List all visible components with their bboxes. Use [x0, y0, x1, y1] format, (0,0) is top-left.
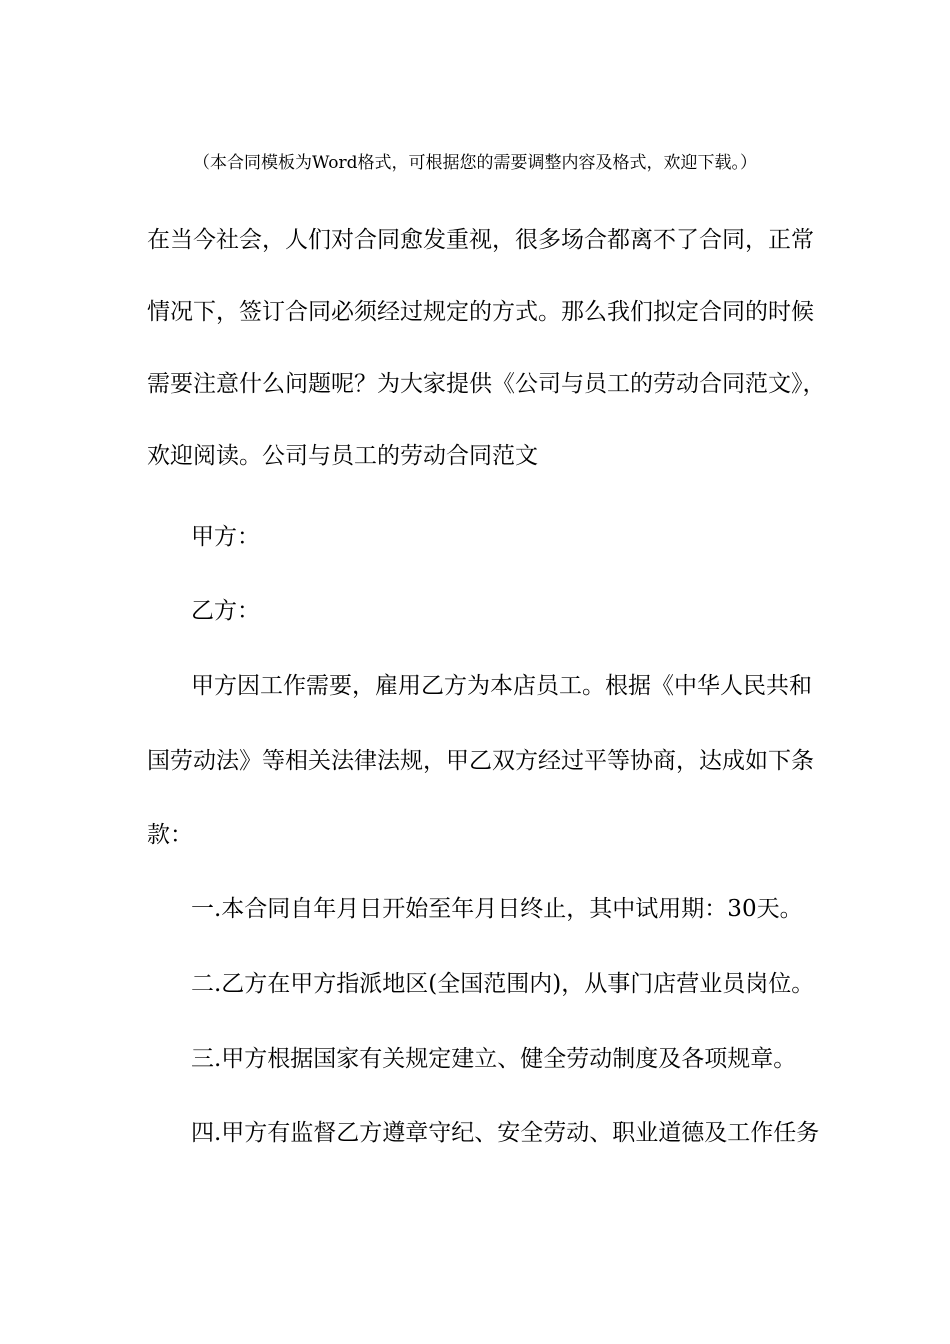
- clause-4: 四.甲方有监督乙方遵章守纪、安全劳动、职业道德及工作任务: [191, 1120, 820, 1146]
- intro-line-1: 在当今社会，人们对合同愈发重视，很多场合都离不了合同，正常: [147, 227, 814, 253]
- party-b-label: 乙方：: [191, 598, 260, 624]
- party-a-label: 甲方：: [191, 524, 260, 550]
- intro-line-4: 欢迎阅读。公司与员工的劳动合同范文: [147, 443, 538, 469]
- clause-3: 三.甲方根据国家有关规定建立、健全劳动制度及各项规章。: [191, 1046, 797, 1072]
- template-note: （本合同模板为Word格式，可根据您的需要调整内容及格式，欢迎下载。）: [192, 153, 758, 173]
- preamble-line-2: 国劳动法》等相关法律法规，甲乙双方经过平等协商，达成如下条: [147, 748, 814, 774]
- intro-line-3: 需要注意什么问题呢？为大家提供《公司与员工的劳动合同范文》，: [147, 371, 826, 397]
- preamble-line-3: 款：: [147, 822, 193, 848]
- intro-line-2: 情况下，签订合同必须经过规定的方式。那么我们拟定合同的时候: [147, 299, 814, 325]
- clause-1: 一.本合同自年月日开始至年月日终止，其中试用期：30天。: [191, 896, 803, 922]
- clause-2: 二.乙方在甲方指派地区(全国范围内)，从事门店营业员岗位。: [191, 971, 815, 997]
- preamble-line-1: 甲方因工作需要，雇用乙方为本店员工。根据《中华人民共和: [191, 673, 812, 699]
